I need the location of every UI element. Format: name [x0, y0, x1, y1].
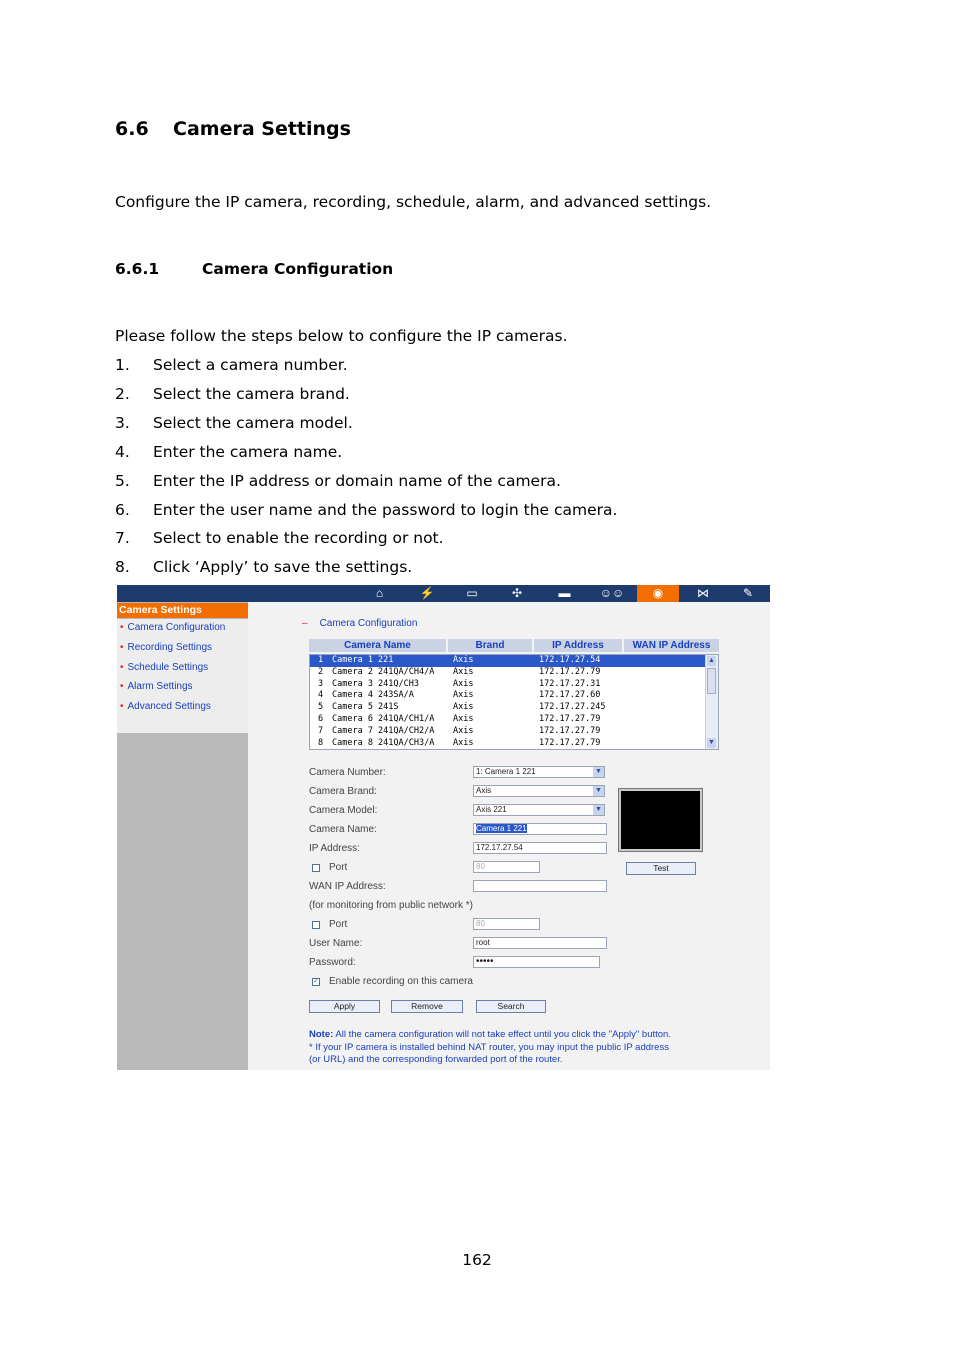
user-name-input[interactable]: root: [473, 937, 607, 949]
page-number: 162: [462, 1251, 492, 1269]
step-number: 5.: [115, 472, 130, 490]
main-panel: [248, 602, 770, 1070]
cell-num: 8: [318, 737, 324, 748]
camera-list-scrollbar[interactable]: [705, 655, 718, 749]
chevron-down-icon: ▼: [593, 805, 604, 815]
section-title: Camera Settings: [173, 118, 351, 140]
cell-num: 3: [318, 678, 324, 689]
cell-num: 1: [318, 655, 324, 665]
intro-paragraph: Configure the IP camera, recording, schedule, alarm, and advanced settings.: [115, 193, 712, 211]
ip-address-input[interactable]: 172.17.27.54: [473, 842, 607, 854]
step-number: 4.: [115, 443, 130, 461]
section-heading: [115, 118, 351, 140]
network-icon[interactable]: ⚡: [419, 586, 435, 600]
bowtie-icon[interactable]: ⋈: [697, 586, 709, 600]
cell-name: Camera 8 241QA/CH3/A: [332, 737, 435, 748]
move-icon[interactable]: ✣: [511, 586, 523, 600]
enable-recording-label: Enable recording on this camera: [329, 976, 473, 987]
camera-preview: [619, 789, 702, 851]
step-number: 2.: [115, 385, 130, 403]
top-toolbar: [117, 585, 770, 602]
port-input[interactable]: 80: [473, 861, 540, 873]
step-item: [115, 414, 353, 432]
ip-address-label: IP Address:: [309, 843, 360, 854]
camera-model-label: Camera Model:: [309, 805, 378, 816]
camera-number-select[interactable]: [473, 766, 605, 778]
camera-table-header: [309, 639, 719, 652]
sidebar-item-label: Alarm Settings: [127, 681, 193, 692]
camera-name-label: Camera Name:: [309, 824, 377, 835]
column-header: Brand: [448, 639, 532, 652]
sidebar-menu: [117, 619, 248, 733]
step-number: 8.: [115, 558, 130, 576]
cell-brand: Axis: [453, 655, 474, 665]
sidebar-item-label: Schedule Settings: [127, 662, 209, 673]
cell-ip: 172.17.27.79: [539, 666, 601, 677]
cell-ip: 172.17.27.79: [539, 714, 601, 724]
camera-settings-screenshot: [117, 585, 770, 1070]
step-item: [115, 356, 348, 374]
step-item: [115, 529, 444, 547]
camera-brand-select[interactable]: [473, 785, 605, 797]
note-text: [309, 1029, 729, 1067]
step-text: Select the camera model.: [153, 414, 353, 432]
section-number: 6.6: [115, 118, 149, 140]
cell-name: Camera 3 241Q/CH3: [332, 678, 419, 689]
home-icon[interactable]: ⌂: [375, 586, 384, 600]
camera-model-value: Axis 221: [476, 805, 507, 814]
camera-brand-value: Axis: [476, 786, 492, 795]
camera-model-select[interactable]: [473, 804, 605, 816]
storage-icon[interactable]: ▭: [466, 586, 478, 600]
sidebar-item-camera-configuration[interactable]: • Camera Configuration: [120, 622, 226, 633]
search-button[interactable]: Search: [476, 1000, 546, 1013]
cell-brand: Axis: [453, 737, 474, 748]
note-line-3: (or URL) and the corresponding forwarded port of the router.: [309, 1054, 563, 1065]
camera-list[interactable]: [309, 654, 719, 750]
note-label: Note:: [309, 1029, 334, 1040]
cell-ip: 172.17.27.54: [539, 655, 601, 665]
camera-list-row[interactable]: [310, 702, 706, 714]
cell-ip: 172.17.27.31: [539, 678, 601, 689]
camera-list-row[interactable]: [310, 738, 706, 750]
scroll-thumb[interactable]: [707, 668, 716, 694]
column-header: IP Address: [534, 639, 622, 652]
camera-list-row[interactable]: [310, 690, 706, 702]
step-item: [115, 558, 412, 576]
chevron-down-icon: ▼: [593, 767, 604, 777]
step-number: 6.: [115, 501, 130, 519]
step-text: Select to enable the recording or not.: [153, 529, 444, 547]
step-number: 1.: [115, 356, 130, 374]
step-text: Enter the IP address or domain name of the camera.: [153, 472, 561, 490]
cell-name: Camera 6 241QA/CH1/A: [332, 714, 435, 724]
cell-brand: Axis: [453, 714, 474, 724]
sidebar-title: Camera Settings: [117, 603, 248, 618]
cell-num: 4: [318, 690, 324, 701]
sidebar-item-label: Advanced Settings: [127, 701, 211, 712]
sidebar-item-advanced-settings[interactable]: • Advanced Settings: [120, 701, 211, 712]
note-line-2: * If your IP camera is installed behind NAT router, you may input the public IP address: [309, 1041, 669, 1053]
cell-ip: 172.17.27.245: [539, 702, 606, 713]
remove-button[interactable]: Remove: [391, 1000, 463, 1013]
wan-port-input[interactable]: 80: [473, 918, 540, 930]
cell-name: Camera 1 221: [332, 655, 394, 665]
cell-brand: Axis: [453, 690, 474, 701]
camera-list-row[interactable]: [310, 714, 706, 726]
step-item: [115, 385, 350, 403]
camera-list-row[interactable]: [310, 655, 706, 667]
password-input[interactable]: •••••: [473, 956, 600, 968]
cell-ip: 172.17.27.79: [539, 725, 601, 736]
users-icon[interactable]: ☺☺: [599, 586, 625, 600]
scroll-down-icon[interactable]: ▼: [708, 739, 715, 746]
step-item: [115, 501, 617, 519]
cell-name: Camera 7 241QA/CH2/A: [332, 725, 435, 736]
cell-name: Camera 5 241S: [332, 702, 399, 713]
note-line-1-text: All the camera configuration will not take effect until you click the "Apply" button.: [335, 1029, 671, 1040]
camera-brand-label: Camera Brand:: [309, 786, 377, 797]
cell-name: Camera 4 243SA/A: [332, 690, 414, 701]
cell-name: Camera 2 241QA/CH4/A: [332, 666, 435, 677]
camera-list-row[interactable]: [310, 679, 706, 691]
cell-num: 2: [318, 666, 324, 677]
cell-brand: Axis: [453, 666, 474, 677]
step-text: Select a camera number.: [153, 356, 348, 374]
sidebar: [117, 602, 248, 1070]
camera-name-value: Camera 1 221: [476, 824, 527, 833]
cell-brand: Axis: [453, 702, 474, 713]
step-item: [115, 443, 342, 461]
subsection-heading: [115, 260, 393, 278]
enable-recording-checkbox[interactable]: ✓: [313, 978, 319, 985]
step-item: [115, 472, 561, 490]
cell-ip: 172.17.27.79: [539, 737, 601, 748]
breadcrumb-label: Camera Configuration: [319, 618, 418, 629]
sidebar-item-schedule-settings[interactable]: • Schedule Settings: [120, 662, 209, 673]
user-name-label: User Name:: [309, 938, 363, 949]
edit-icon[interactable]: ✎: [742, 586, 754, 600]
note-line-1: [309, 1029, 729, 1042]
cell-brand: Axis: [453, 725, 474, 736]
camera-list-row[interactable]: [310, 726, 706, 738]
camera-icon[interactable]: ◉: [637, 585, 679, 602]
password-label: Password:: [309, 957, 356, 968]
camera-number-label: Camera Number:: [309, 767, 386, 778]
camera-name-input[interactable]: [473, 823, 607, 835]
wan-port-label: Port: [329, 919, 348, 930]
step-text: Enter the camera name.: [153, 443, 343, 461]
step-number: 7.: [115, 529, 130, 547]
step-text: Enter the user name and the password to login the camera.: [153, 501, 618, 519]
step-text: Click ‘Apply’ to save the settings.: [153, 558, 413, 576]
sidebar-item-label: Camera Configuration: [127, 622, 226, 633]
step-number: 3.: [115, 414, 130, 432]
subsection-title: Camera Configuration: [202, 260, 394, 278]
test-button[interactable]: Test: [626, 862, 696, 875]
wan-note: (for monitoring from public network *): [309, 900, 473, 911]
apply-button[interactable]: Apply: [309, 1000, 380, 1013]
scroll-up-icon[interactable]: ▲: [708, 657, 715, 664]
step-text: Select the camera brand.: [153, 385, 350, 403]
chevron-down-icon: ▼: [593, 786, 604, 796]
wan-ip-label: WAN IP Address:: [309, 881, 386, 892]
port-checkbox[interactable]: [312, 864, 320, 872]
wan-ip-input[interactable]: [473, 880, 607, 892]
port-label: Port: [329, 862, 348, 873]
subsection-number: 6.6.1: [115, 260, 160, 278]
column-header: Camera Name: [309, 639, 446, 652]
steps-intro: Please follow the steps below to configure the IP cameras.: [115, 327, 568, 345]
cell-num: 7: [318, 725, 324, 736]
camera-list-row[interactable]: [310, 667, 706, 679]
disk-icon[interactable]: ▬: [558, 586, 571, 600]
sidebar-item-alarm-settings[interactable]: • Alarm Settings: [120, 681, 193, 692]
column-header: WAN IP Address: [624, 639, 719, 652]
camera-number-value: 1: Camera 1 221: [476, 767, 536, 776]
cell-num: 6: [318, 714, 324, 724]
cell-num: 5: [318, 702, 324, 713]
wan-port-checkbox[interactable]: [312, 921, 320, 929]
cell-brand: Axis: [453, 678, 474, 689]
breadcrumb: – Camera Configuration: [302, 618, 418, 629]
cell-ip: 172.17.27.60: [539, 690, 601, 701]
sidebar-item-recording-settings[interactable]: • Recording Settings: [120, 642, 213, 653]
sidebar-item-label: Recording Settings: [127, 642, 213, 653]
